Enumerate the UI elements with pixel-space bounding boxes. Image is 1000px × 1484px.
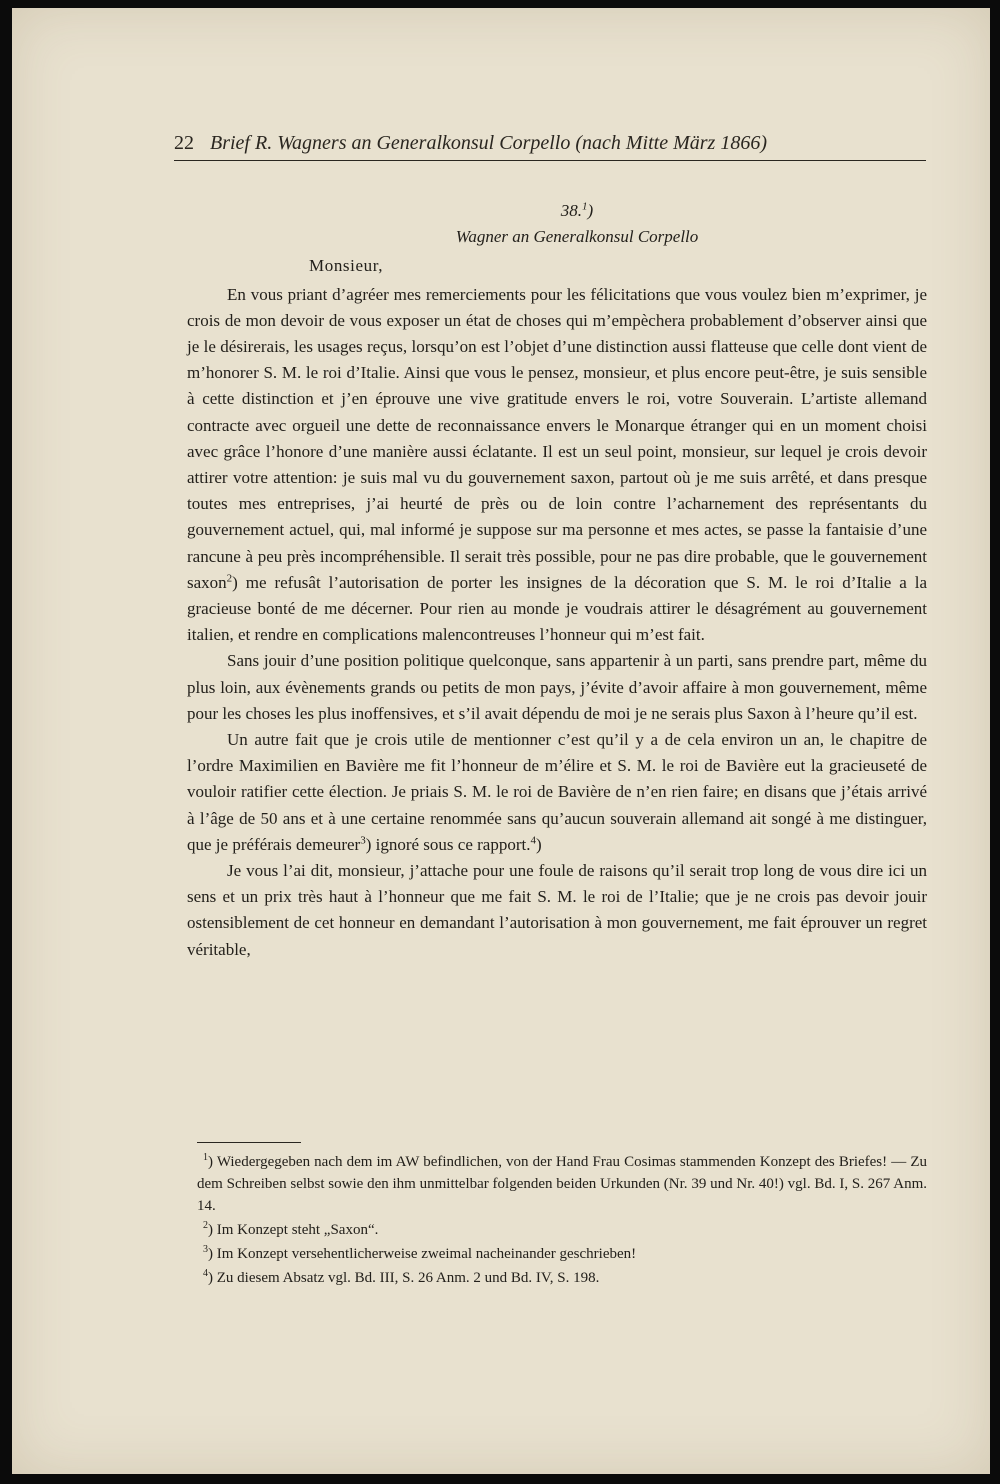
main-text <box>187 198 927 963</box>
paragraph-4: Je vous l’ai dit, monsieur, j’attache pour une foule de raisons qu’il serait trop long de vous dire ici un sens et un prix très haut à l’honneur que me fait S. M. le roi de l’Italie; que je ne crois pas devoir jouir ostensiblement de cet honneur en demandant l’autorisation à mon gouvernement, me fait éprouver un regret véritable, <box>187 861 927 959</box>
footnote-ref-1: 1 <box>582 200 588 213</box>
footnote-ref-2: 2 <box>226 572 233 585</box>
running-header <box>174 132 926 161</box>
footnote-3: $^3$) Im Konzept versehentlicherweise zweimal nacheinander geschrieben! <box>203 1244 637 1262</box>
footnote-2: $^2$) Im Konzept steht „Saxon“. <box>203 1220 379 1238</box>
letter-number: 38.$^1$) <box>560 200 594 220</box>
footnotes <box>197 1151 927 1291</box>
running-title: Brief R. Wagners an Generalkonsul Corpello (nach Mitte März 1866) <box>210 132 767 154</box>
paragraph-2: Sans jouir d’une position politique quelconque, sans appartenir à un parti, sans prendre part, même du plus loin, aux évènements grands ou petits de mon pays, j’évite d’avoir affaire à mon gouvernement, même pour les choses les plus inoffensives, et s’il avait dépendu de moi je ne serais plus Saxon à l’heure qu’il est. <box>187 651 927 723</box>
footnote-1: $^1$) Wiedergegeben nach dem im AW befindlichen, von der Hand Frau Cosimas stammenden Konzept des Briefes! — Zu dem Schreiben selbst sowie den ihm unmittelbar folgenden beiden Urkunden (Nr. 39 und Nr. 40!) vgl. Bd. I, S. 267 Anm. 14. <box>197 1152 927 1214</box>
paragraph-1: En vous priant d’agréer mes remerciements pour les félicitations que vous voulez bien m’exprimer, je crois de mon devoir de vous exposer un état de choses qui m’empèchera probablement d’observer ainsi que je le désirerais, les usages reçus, lorsqu’on est l’objet d’une distinction aussi flatteuse que celle dont vient de m’honorer S. M. le roi d’Italie. Ainsi que vous le pensez, monsieur, et plus encore peut-être, je suis sensible à cette distinction et j’en éprouve une vive gratitude envers le roi, votre Souverain. L’artiste allemand contracte avec orgueil une dette de reconnaissance envers le Monarque étranger qui en un moment choisi avec grâce l’honore d’une manière aussi éclatante. Il est un seul point, monsieur, sur lequel je crois devoir attirer votre attention: je suis mal vu du gouvernement saxon, partout où je me suis arrêté, et dans presque toutes mes entreprises, j’ai heurté de près ou de loin contre l’acharnement des représentants du gouvernement actuel, qui, mal informé je suppose sur ma personne et mes actes, se passe la fantaisie d’une rancune à peu près incompréhensible. Il serait très possible, pour ne pas dire probable, que le gouvernement saxon$^2$) me refusât l’autorisation de porter les insignes de la décoration que S. M. le roi d’Italie a la gracieuse bonté de me décerner. Pour rien au monde je voudrais attirer le désagrément au gouvernement italien, et rendre en complications malencontreuses l’honneur qui m’est fait. <box>187 284 927 645</box>
footnote-divider <box>197 1142 301 1143</box>
book-page <box>12 8 990 1474</box>
page-number: 22 <box>174 132 194 154</box>
footnote-ref-3: 3 <box>360 834 366 847</box>
letter-heading: Wagner an Generalkonsul Corpello <box>455 227 699 247</box>
salutation: Monsieur, <box>309 256 384 276</box>
footnote-ref-4: 4 <box>530 834 536 847</box>
paragraph-3: Un autre fait que je crois utile de mentionner c’est qu’il y a de cela environ un an, le chapitre de l’ordre Maximilien en Bavière me fit l’honneur de m’élire et S. M. le roi de Bavière eut la gracieuseté de vouloir ratifier cette élection. Je priais S. M. le roi de Bavière de n’en rien faire; en disans que j’étais arrivé à l’âge de 50 ans et à une certaine renommée sans qu’aucun souverain allemand ait songé à me distinguer, que je préférais demeurer$^3$) ignoré sous ce rapport.$^4$) <box>187 730 927 854</box>
footnote-4: $^4$) Zu diesem Absatz vgl. Bd. III, S. 26 Anm. 2 und Bd. IV, S. 198. <box>203 1268 600 1286</box>
